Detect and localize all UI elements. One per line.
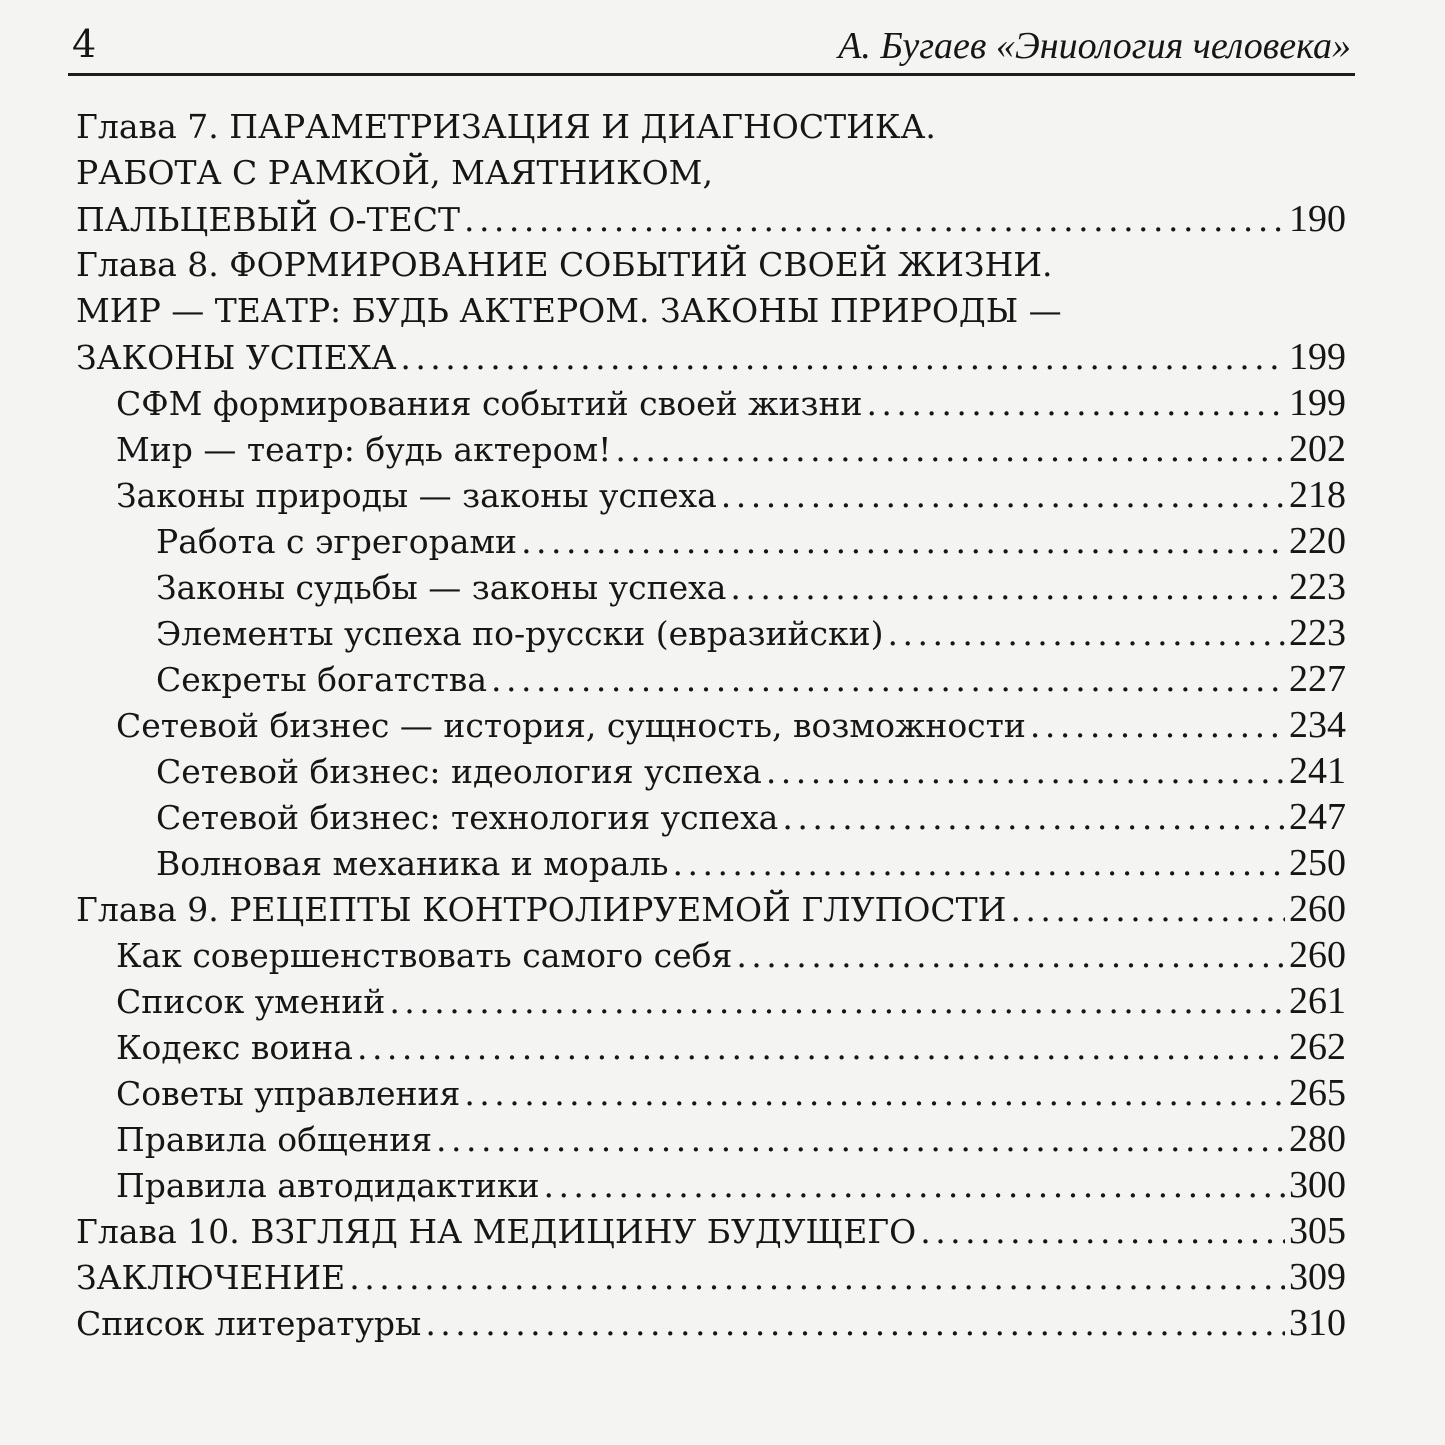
toc-entry-line [116,426,1346,472]
dot-leader [673,841,1285,886]
toc-entry-page-number: 305 [1289,1210,1346,1252]
toc-entry-title: Список литературы [76,1304,422,1343]
toc-entry [76,1208,1346,1254]
dot-leader [721,473,1285,518]
toc-entry-title: Глава 9. РЕЦЕПТЫ КОНТРОЛИРУЕМОЙ ГЛУПОСТИ [76,890,1007,929]
toc-entry-title-line: Глава 7. ПАРАМЕТРИЗАЦИЯ И ДИАГНОСТИКА. [76,107,936,146]
dot-leader [730,565,1285,610]
toc-entry-line [156,610,1346,656]
toc-entry-line [116,380,1346,426]
dot-leader [615,427,1285,472]
toc-entry [76,242,1346,380]
toc-entry [76,104,1346,242]
toc-entry-page-number: 309 [1289,1256,1346,1298]
toc-entry-title: Законы судьбы — законы успеха [156,568,727,607]
page-number: 4 [72,22,97,66]
toc-entry [76,886,1346,932]
toc-entry-title: ПАЛЬЦЕВЫЙ О-ТЕСТ [76,200,460,239]
dot-leader [425,1301,1285,1346]
toc-entry [76,518,1346,564]
toc-entry [76,978,1346,1024]
toc-entry-line [156,656,1346,702]
toc-entry-line [116,472,1346,518]
toc-entry [76,426,1346,472]
toc-entry-line [116,978,1346,1024]
toc-entry [76,1024,1346,1070]
toc-entry-page-number: 202 [1289,428,1346,470]
toc-entry [76,1254,1346,1300]
toc-entry-page-number: 260 [1289,934,1346,976]
toc-entry [76,794,1346,840]
dot-leader [920,1209,1285,1254]
toc-entry-line [76,1208,1346,1254]
toc-entry [76,380,1346,426]
toc-entry-line [116,702,1346,748]
toc-entry-page-number: 265 [1289,1072,1346,1114]
dot-leader [543,1163,1285,1208]
toc-entry [76,702,1346,748]
toc-entry-line [76,1254,1346,1300]
toc-entry [76,656,1346,702]
toc-entry-title: Сетевой бизнес: идеология успеха [156,752,762,791]
toc-entry-title: Законы природы — законы успеха [116,476,717,515]
toc-entry [76,748,1346,794]
toc-entry-page-number: 227 [1289,658,1346,700]
dot-leader [357,1025,1285,1070]
toc-entry-title: Правила автодидактики [116,1166,540,1205]
dot-leader [389,979,1285,1024]
toc-entry-line [116,1070,1346,1116]
toc-entry-page-number: 260 [1289,888,1346,930]
toc-entry-page-number: 234 [1289,704,1346,746]
toc-entry-line [76,196,1346,242]
toc-entry-line [156,518,1346,564]
toc-entry-page-number: 310 [1289,1302,1346,1344]
toc-entry [76,1116,1346,1162]
toc-entry [76,472,1346,518]
toc-entry-line [156,840,1346,886]
dot-leader [464,1071,1285,1116]
toc-entry-page-number: 218 [1289,474,1346,516]
toc-entry-title: Кодекс воина [116,1028,353,1067]
page-header [70,18,1353,70]
toc-entry-line [76,1300,1346,1346]
toc-entry-line [156,748,1346,794]
dot-leader [521,519,1285,564]
running-title: А. Бугаев «Эниология человека» [838,25,1351,67]
dot-leader [782,795,1285,840]
toc-entry-page-number: 223 [1289,566,1346,608]
toc-entry-title-line: Глава 8. ФОРМИРОВАНИЕ СОБЫТИЙ СВОЕЙ ЖИЗНИ. [76,245,1053,284]
toc-entry-page-number: 247 [1289,796,1346,838]
toc-entry-title: Сетевой бизнес: технология успеха [156,798,779,837]
toc-entry-title: Волновая механика и мораль [156,844,669,883]
toc-entry [76,840,1346,886]
toc-entry-title: ЗАКЛЮЧЕНИЕ [76,1258,346,1297]
toc-entry-line [116,1116,1346,1162]
dot-leader [766,749,1285,794]
dot-leader [1030,703,1285,748]
toc-entry-page-number: 199 [1289,336,1346,378]
toc-entry-line [76,886,1346,932]
toc-entry-line [116,1024,1346,1070]
dot-leader [866,381,1285,426]
toc-entry-page-number: 300 [1289,1164,1346,1206]
dot-leader [888,611,1285,656]
toc-entry-title: ЗАКОНЫ УСПЕХА [76,338,397,377]
dot-leader [736,933,1285,978]
toc-entry-title: Глава 10. ВЗГЛЯД НА МЕДИЦИНУ БУДУЩЕГО [76,1212,917,1251]
toc-entry-page-number: 220 [1289,520,1346,562]
toc-entry [76,1300,1346,1346]
toc-entry-title: Правила общения [116,1120,433,1159]
toc-entry-page-number: 280 [1289,1118,1346,1160]
toc-entry-title: Мир — театр: будь актером! [116,430,612,469]
toc-entry [76,564,1346,610]
toc-entry-title: Советы управления [116,1074,461,1113]
toc-entry-page-number: 250 [1289,842,1346,884]
toc-entry-page-number: 223 [1289,612,1346,654]
toc-entry-title: Сетевой бизнес — история, сущность, возможности [116,706,1026,745]
toc-entry-title-line: МИР — ТЕАТР: БУДЬ АКТЕРОМ. ЗАКОНЫ ПРИРОДЫ — [76,291,1062,330]
toc-entry-page-number: 261 [1289,980,1346,1022]
toc-entry-title: Список умений [116,982,386,1021]
toc-entry [76,610,1346,656]
dot-leader [349,1255,1285,1300]
dot-leader [491,657,1285,702]
dot-leader [1010,887,1285,932]
dot-leader [464,197,1285,242]
toc-entry-line [156,564,1346,610]
toc-entry-title: Работа с эгрегорами [156,522,518,561]
toc-entry-line [116,932,1346,978]
dot-leader [436,1117,1285,1162]
toc-entry-page-number: 190 [1289,198,1346,240]
header-rule [68,73,1355,76]
toc-entry-title: Секреты богатства [156,660,488,699]
toc-entry [76,1162,1346,1208]
toc-entry-title: Элементы успеха по-русски (евразийски) [156,614,884,653]
toc-entry-line [156,794,1346,840]
toc-entry-title: СФМ формирования событий своей жизни [116,384,863,423]
toc-entry-page-number: 262 [1289,1026,1346,1068]
toc-entry [76,1070,1346,1116]
toc-entry-page-number: 241 [1289,750,1346,792]
toc-entry-line [116,1162,1346,1208]
dot-leader [400,335,1285,380]
toc-entry-title: Как совершенствовать самого себя [116,936,733,975]
toc-entry [76,932,1346,978]
toc-entry-page-number: 199 [1289,382,1346,424]
toc-entry-title-line: РАБОТА С РАМКОЙ, МАЯТНИКОМ, [76,153,713,192]
table-of-contents [76,104,1346,1346]
toc-entry-line [76,334,1346,380]
